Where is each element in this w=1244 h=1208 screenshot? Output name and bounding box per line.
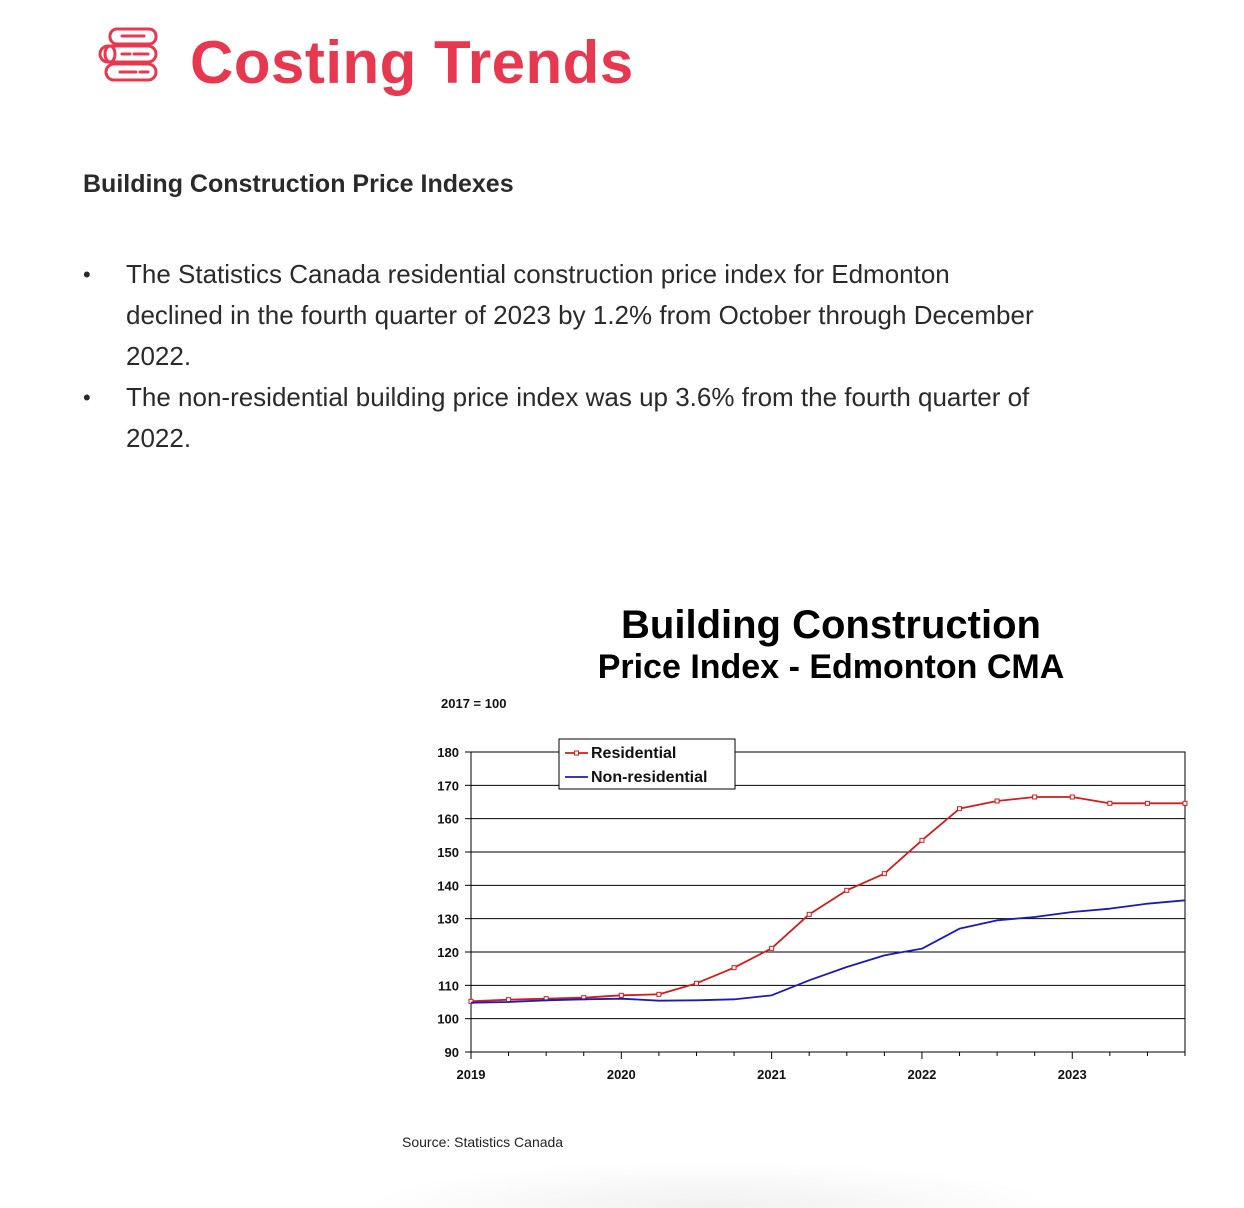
data-point bbox=[770, 946, 774, 950]
x-tick-label: 2021 bbox=[757, 1067, 787, 1082]
y-tick-label: 170 bbox=[437, 778, 459, 794]
plot-area bbox=[437, 739, 1187, 1082]
bullet-dot: • bbox=[83, 385, 91, 410]
y-tick-label: 100 bbox=[437, 1011, 459, 1027]
section-heading: Building Construction Price Indexes bbox=[83, 170, 514, 198]
x-tick-label: 2022 bbox=[907, 1067, 937, 1082]
data-point bbox=[1183, 801, 1187, 805]
chart-title-line1: Building Construction bbox=[621, 603, 1041, 647]
x-tick-label: 2020 bbox=[606, 1067, 636, 1082]
stacked-lumber-icon bbox=[96, 25, 160, 87]
data-point bbox=[694, 981, 698, 985]
bullet-dot: • bbox=[83, 262, 91, 287]
data-point bbox=[920, 838, 924, 842]
y-tick-label: 120 bbox=[437, 945, 459, 960]
y-tick-label: 110 bbox=[438, 978, 459, 994]
data-point bbox=[1070, 795, 1074, 799]
bullet-text: The non-residential building price index was up 3.6% from the fourth quarter of 2022. bbox=[126, 382, 1030, 453]
price-index-chart bbox=[400, 590, 1244, 1170]
legend-label: Residential bbox=[591, 745, 677, 762]
bullet-item bbox=[83, 254, 1043, 377]
legend-marker bbox=[575, 751, 579, 755]
data-point bbox=[1145, 801, 1149, 805]
data-point bbox=[995, 799, 999, 803]
page-title: Costing Trends bbox=[190, 28, 634, 96]
data-point bbox=[732, 966, 736, 970]
data-point bbox=[657, 992, 661, 996]
data-point bbox=[882, 872, 886, 876]
page-header bbox=[96, 16, 634, 96]
bullet-list bbox=[83, 254, 1043, 459]
bullet-text: The Statistics Canada residential construction price index for Edmonton declined in the fourth quarter of 2023 by 1.2% from October through December 2022. bbox=[126, 259, 1034, 371]
chart-legend bbox=[559, 739, 735, 789]
x-tick-label: 2023 bbox=[1057, 1067, 1087, 1082]
bottom-shadow bbox=[360, 1160, 1060, 1208]
x-tick-label: 2019 bbox=[456, 1067, 486, 1082]
data-point bbox=[619, 993, 623, 997]
y-tick-label: 140 bbox=[437, 878, 459, 894]
bullet-item bbox=[83, 377, 1043, 459]
base-year-label: 2017 = 100 bbox=[441, 696, 507, 711]
data-point bbox=[958, 807, 962, 811]
y-tick-label: 180 bbox=[437, 745, 459, 760]
y-tick-label: 160 bbox=[437, 811, 459, 827]
y-tick-label: 90 bbox=[444, 1045, 459, 1060]
chart-title-line2: Price Index - Edmonton CMA bbox=[597, 648, 1065, 686]
data-point bbox=[807, 912, 811, 916]
source-note: Source: Statistics Canada bbox=[402, 1134, 564, 1150]
y-tick-label: 130 bbox=[437, 911, 459, 927]
data-point bbox=[1033, 795, 1037, 799]
data-point bbox=[1108, 801, 1112, 805]
legend-label: Non-residential bbox=[591, 769, 708, 786]
y-tick-label: 150 bbox=[437, 845, 459, 860]
data-point bbox=[845, 888, 849, 892]
